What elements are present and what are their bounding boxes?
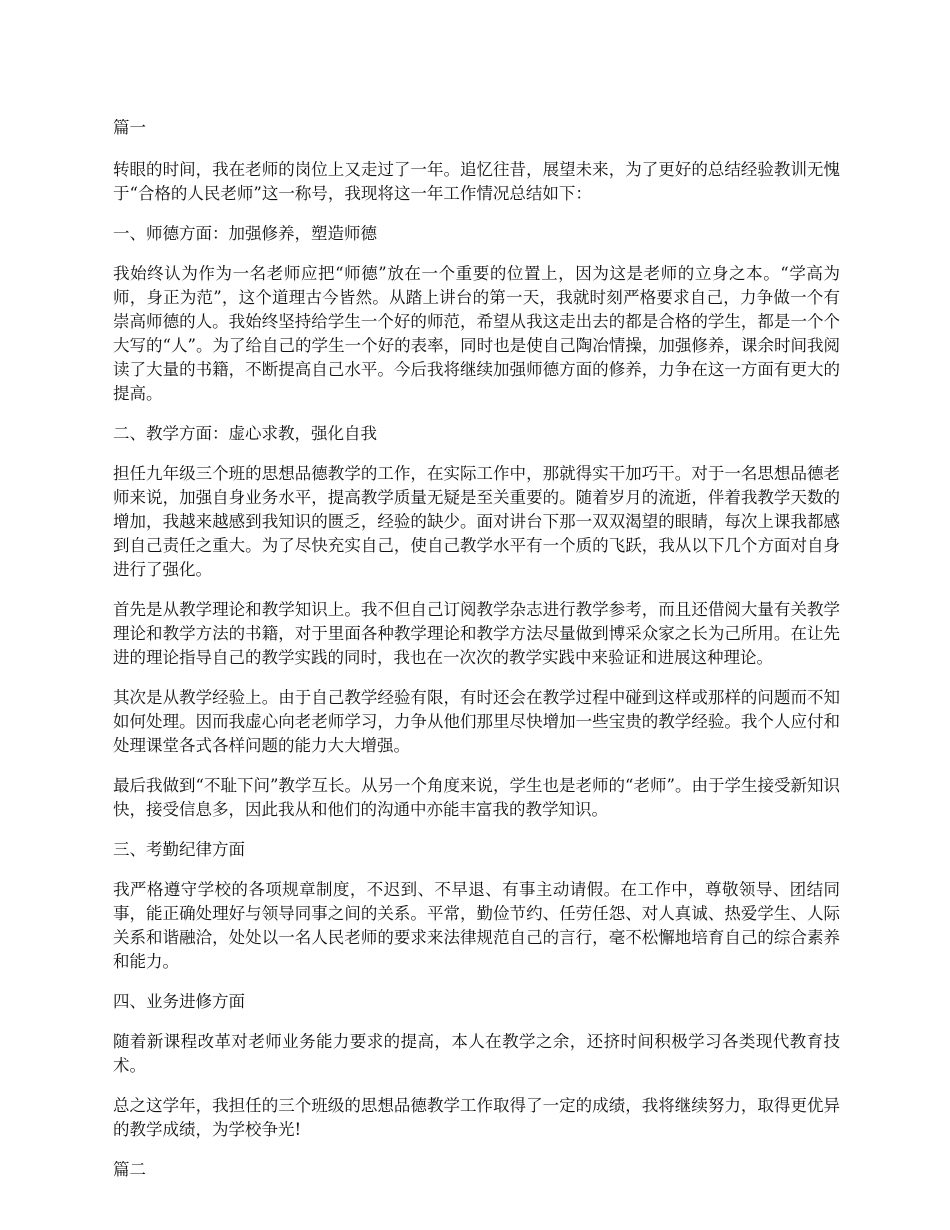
section-one-title: 一、师德方面：加强修养，塑造师德 [113, 224, 377, 243]
section-three-title: 三、考勤纪律方面 [113, 840, 245, 859]
section-two-title: 二、教学方面：虚心求教，强化自我 [113, 424, 377, 443]
section-two-paragraph-2: 首先是从教学理论和教学知识上。我不但自己订阅教学杂志进行教学参考，而且还借阅大量有关教学理论和教学方法的书籍，对于里面各种教学理论和教学方法尽量做到博采众家之长为己所用。在让先进的理论指导自己的教学实践的同时，我也在一次次的教学实践中来验证和进展这种理论。 [113, 600, 840, 667]
section-three-paragraph: 我严格遵守学校的各项规章制度，不迟到、不早退、有事主动请假。在工作中，尊敬领导、团结同事，能正确处理好与领导同事之间的关系。平常，勤俭节约、任劳任怨、对人真诚、热爱学生、人际关系和谐融洽，处处以一名人民老师的要求来法律规范自己的言行，毫不松懈地培育自己的综合素养和能力。 [113, 880, 840, 971]
section-two-paragraph-4: 最后我做到“不耻下问”教学互长。从另一个角度来说，学生也是老师的“老师”。由于学生接受新知识快，接受信息多，因此我从和他们的沟通中亦能丰富我的教学知识。 [113, 776, 840, 819]
section-four-paragraph: 随着新课程改革对老师业务能力要求的提高，本人在教学之余，还挤时间积极学习各类现代教育技术。 [113, 1032, 840, 1075]
conclusion-paragraph: 总之这学年，我担任的三个班级的思想品德教学工作取得了一定的成绩，我将继续努力，取得更优异的教学成绩，为学校争光! [113, 1096, 840, 1139]
section-four-title: 四、业务进修方面 [113, 992, 245, 1011]
document-body [113, 116, 840, 1198]
intro-paragraph: 转眼的时间，我在老师的岗位上又走过了一年。追忆往昔，展望未来，为了更好的总结经验教训无愧于“合格的人民老师”这一称号，我现将这一年工作情况总结如下： [113, 160, 840, 203]
section-two-paragraph-1: 担任九年级三个班的思想品德教学的工作，在实际工作中，那就得实干加巧干。对于一名思想品德老师来说，加强自身业务水平，提高教学质量无疑是至关重要的。随着岁月的流逝，伴着我教学天数的增加，我越来越感到我知识的匮乏，经验的缺少。面对讲台下那一双双渴望的眼睛，每次上课我都感到自己责任之重大。为了尽快充实自己，使自己教学水平有一个质的飞跃，我从以下几个方面对自身进行了强化。 [113, 464, 840, 579]
part-two-label: 篇二 [113, 1160, 146, 1179]
part-one-label: 篇一 [113, 118, 146, 137]
section-one-paragraph: 我始终认为作为一名老师应把“师德”放在一个重要的位置上，因为这是老师的立身之本。“学高为师，身正为范”，这个道理古今皆然。从踏上讲台的第一天，我就时刻严格要求自己，力争做一个有崇高师德的人。我始终坚持给学生一个好的师范，希望从我这走出去的都是合格的学生，都是一个个大写的“人”。为了给自己的学生一个好的表率，同时也是使自己陶冶情操，加强修养，课余时间我阅读了大量的书籍，不断提高自己水平。今后我将继续加强师德方面的修养，力争在这一方面有更大的提高。 [113, 264, 840, 403]
section-two-paragraph-3: 其次是从教学经验上。由于自己教学经验有限，有时还会在教学过程中碰到这样或那样的问题而不知如何处理。因而我虚心向老老师学习，力争从他们那里尽快增加一些宝贵的教学经验。我个人应付和处理课堂各式各样问题的能力大大增强。 [113, 688, 840, 755]
